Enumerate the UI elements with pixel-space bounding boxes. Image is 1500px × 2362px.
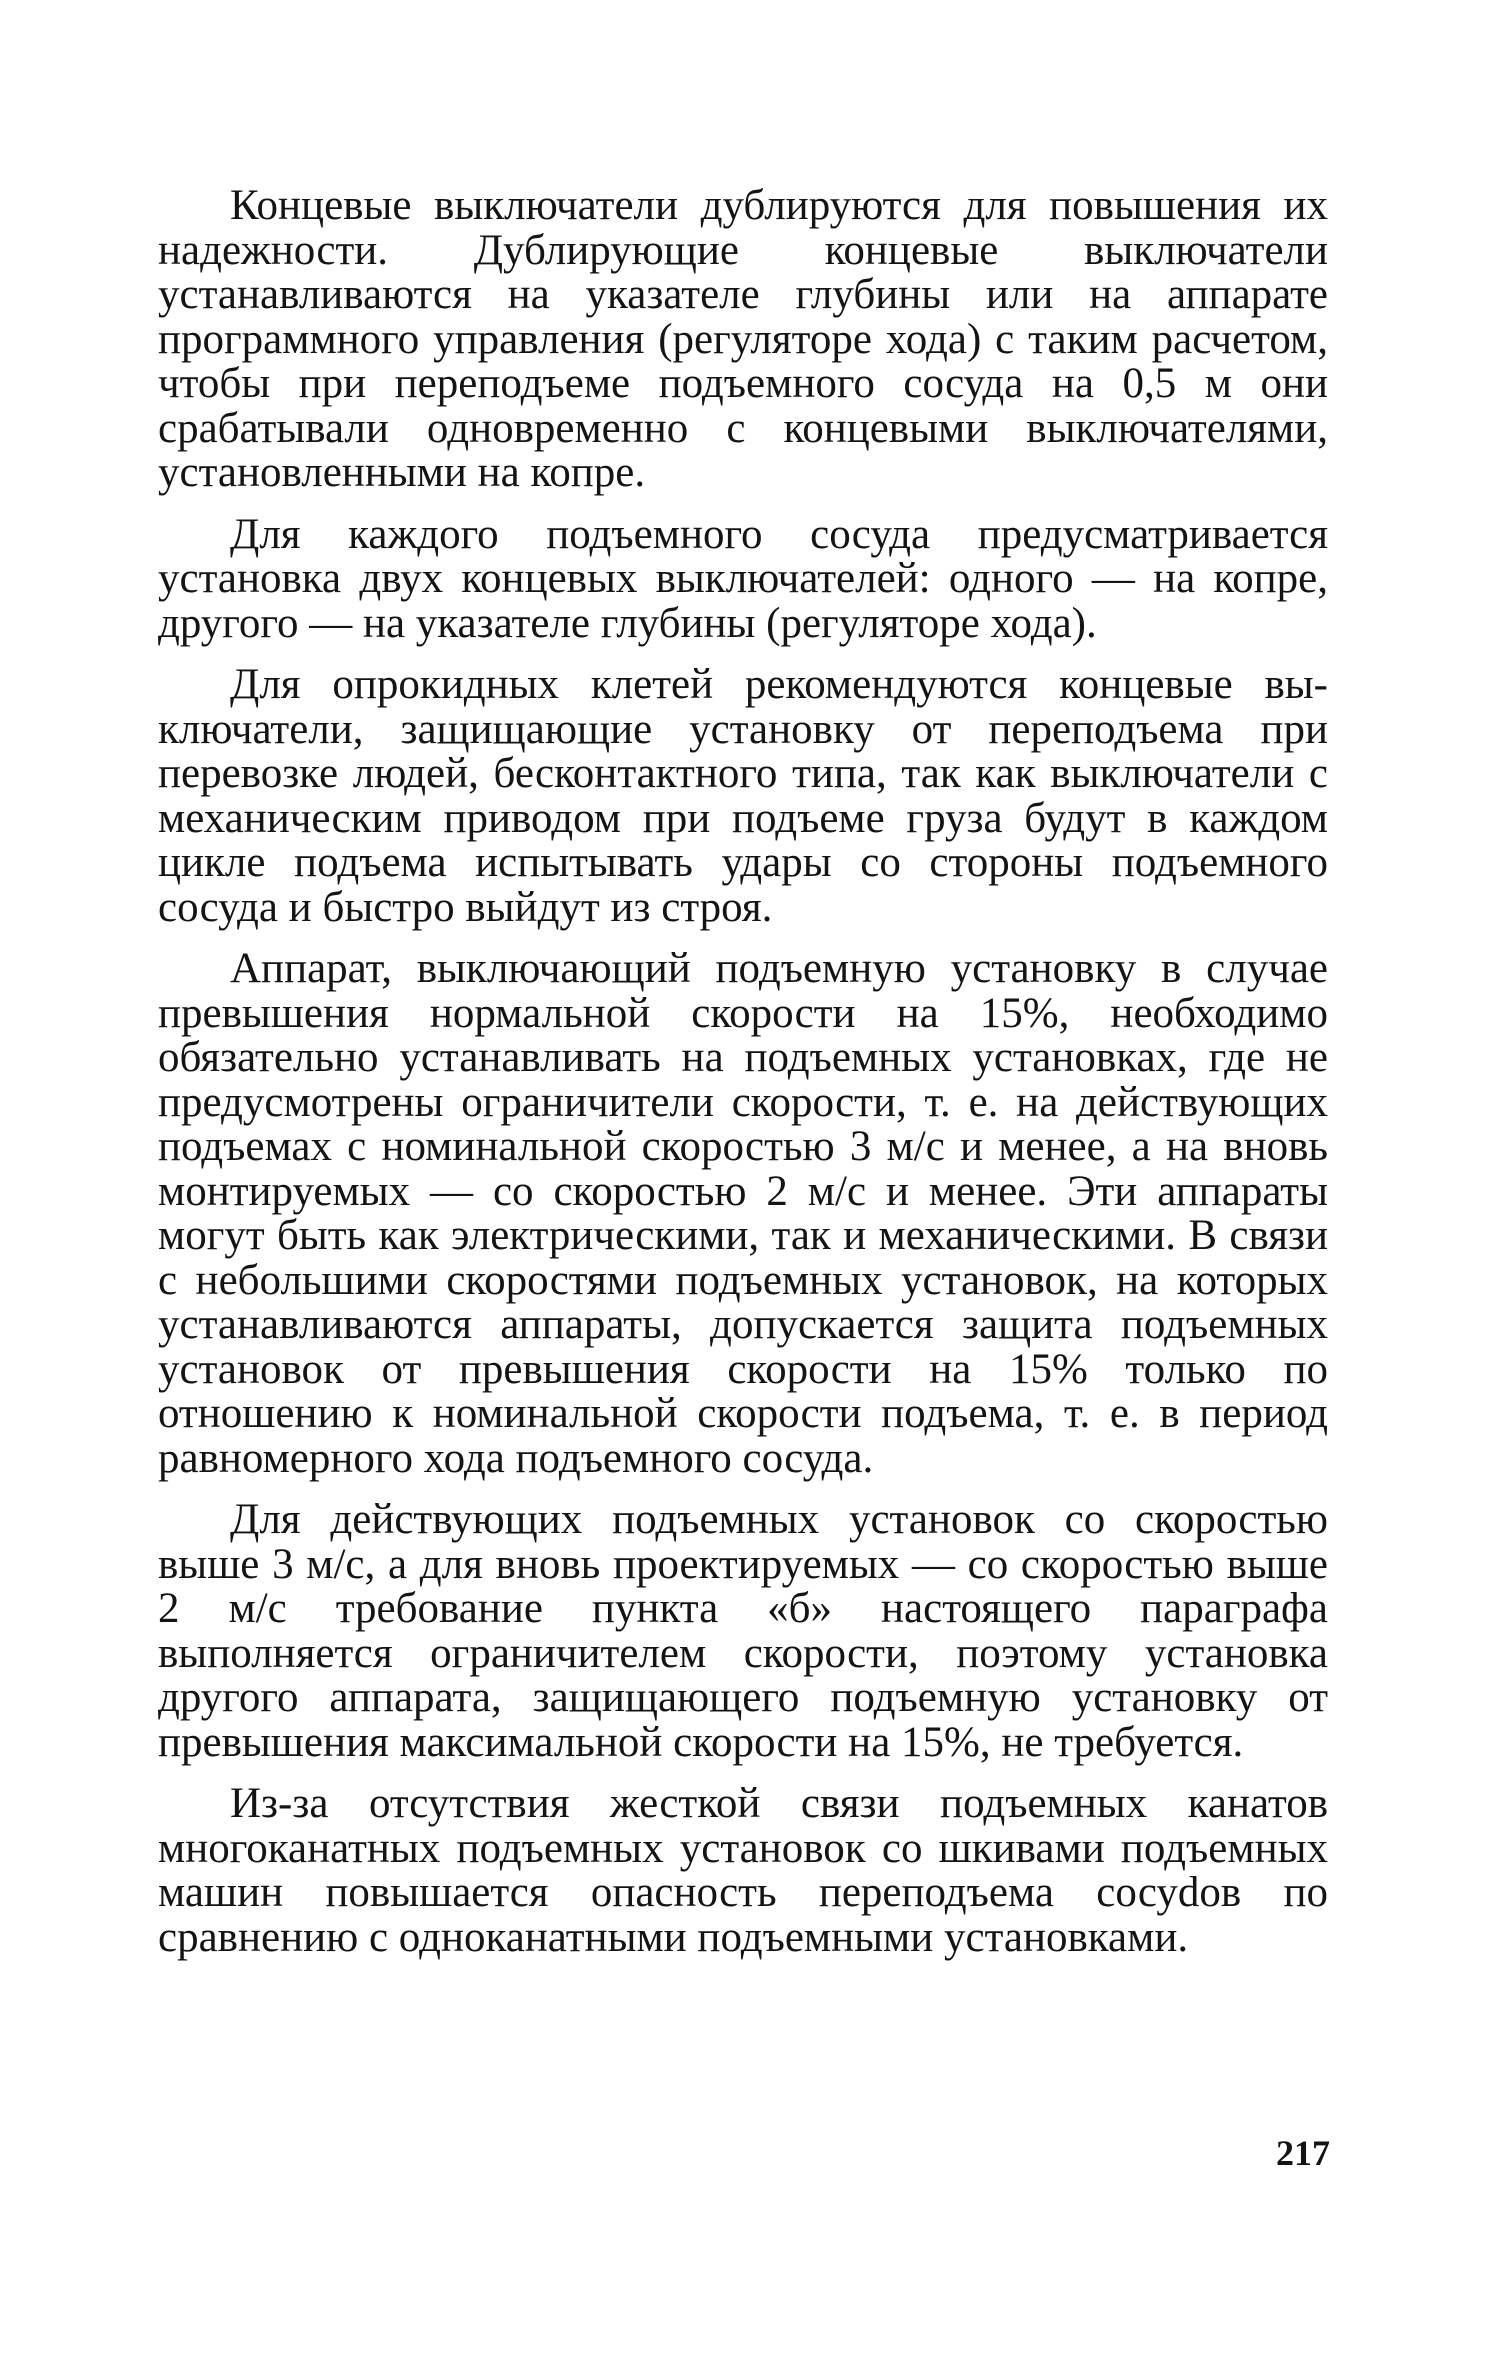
paragraph-2: Для каждого подъемного сосуда предусматривается установка двух концевых выключателей: одного — на копре, другого — на указателе глубины (регуляторе хода). — [158, 510, 1328, 647]
paragraph-5: Для действующих подъемных установок со скоростью выше 3 м/с, а для вновь проектируемых — со скоростью выше 2 м/с требование пункта «б» настоящего параграфа выполняется ограничителем скорости, поэтому установка другого аппарата, защищающего подъемную установку от превышения максимальной скорости на 15%, не требуется. — [158, 1496, 1328, 1766]
page-number: 217 — [1276, 2133, 1330, 2173]
paragraph-1: Концевые выключатели дублируются для повышения их надежности. Дублирующие концевые выключатели устанавливаются на указателе глубины или на аппарате программного управления (регуляторе хода) с таким расчетом, чтобы при переподъеме подъемного сосуда на 0,5 м они срабатывали одновременно с концевыми выключателями, установленными на копре. — [158, 182, 1328, 496]
paragraph-3: Для опрокидных клетей рекомендуются концевые выключатели, защищающие установку от переподъема при перевозке людей, бесконтактного типа, так как выключатели с механическим приводом при подъеме груза будут в каждом цикле подъема испытывать удары со стороны подъемного сосуда и быстро выйдут из строя. — [158, 661, 1328, 931]
paragraph-6: Из-за отсутствия жесткой связи подъемных канатов многоканатных подъемных установок со шкивами подъемных машин повышается опасность переподъема сосуdов по сравнению с одноканатными подъемными установками. — [158, 1780, 1328, 1961]
body-text — [158, 184, 1328, 1977]
paragraph-4: Аппарат, выключающий подъемную установку в случае превышения нормальной скорости на 15%, необходимо обязательно устанавливать на подъемных установках, где не предусмотрены ограничители скорости, т. е. на действующих подъемах с номинальной скоростью 3 м/с и менее, а на вновь монтируемых — со скоростью 2 м/с и менее. Эти аппараты могут быть как электрическими, так и механическими. В связи с небольшими скоростями подъемных установок, на которых устанавливаются аппараты, допускается защита подъемных установок от превышения скорости на 15% только по отношению к номинальной скорости подъема, т. е. в период равномерного хода подъемного сосуда. — [158, 945, 1328, 1482]
